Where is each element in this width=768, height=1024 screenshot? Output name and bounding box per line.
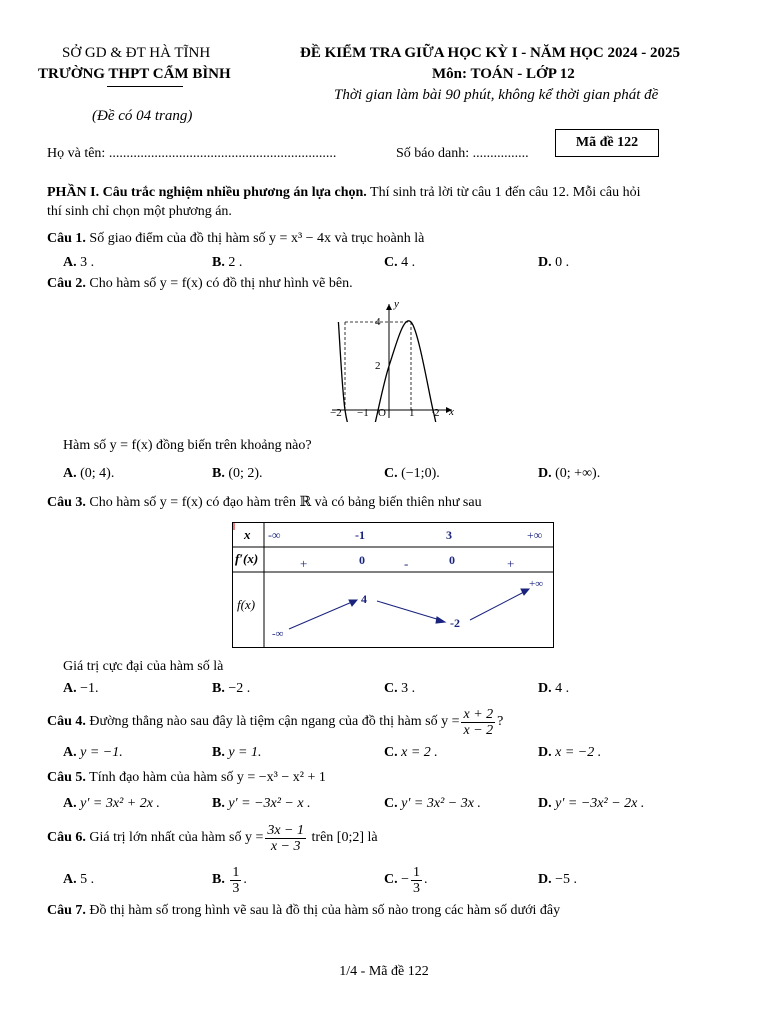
option-text: −2 . — [228, 681, 251, 696]
f-value-pos-inf: +∞ — [529, 578, 544, 590]
option-letter: B. — [212, 681, 225, 696]
q3-option-d[interactable] — [538, 681, 569, 697]
option-letter: B. — [212, 466, 225, 481]
q1-option-c[interactable] — [384, 255, 415, 271]
option-letter: C. — [384, 255, 398, 270]
fraction-numerator: 1 — [413, 864, 421, 880]
school-name: TRƯỜNG THPT CẨM BÌNH — [38, 66, 231, 82]
option-text: x = −2 . — [555, 745, 602, 760]
question-7-text: Đồ thị hàm số trong hình vẽ sau là đồ thị của hàm số nào trong các hàm số dưới đây — [89, 903, 561, 918]
x-value-neg-inf: -∞ — [268, 528, 281, 542]
decrease-arrow — [377, 601, 440, 620]
exam-subject: Môn: TOÁN - LỚP 12 — [432, 66, 575, 82]
row-fprime-label: f′(x) — [235, 551, 259, 566]
q4-option-a[interactable] — [63, 745, 123, 761]
q1-option-b[interactable] — [212, 255, 242, 271]
q5-option-c[interactable] — [384, 796, 481, 812]
q1-option-d[interactable] — [538, 255, 569, 271]
option-letter: A. — [63, 466, 77, 481]
q5-option-a[interactable] — [63, 796, 160, 812]
origin-label: O — [378, 407, 386, 419]
option-text: y′ = −3x² − 2x . — [555, 796, 645, 811]
option-text: (−1;0). — [401, 466, 440, 481]
row-f-label: f(x) — [237, 597, 256, 612]
fraction-denominator: x − 3 — [270, 838, 301, 854]
fprime-zero-1: 0 — [359, 553, 365, 567]
q6-option-b[interactable]: B. $\frac{1}{3}$ . — [212, 864, 247, 896]
school-underline — [107, 86, 183, 87]
option-letter: C. — [384, 745, 398, 760]
question-4-fraction — [461, 707, 495, 738]
graph-curve — [338, 321, 437, 422]
option-text: 0 . — [555, 255, 570, 270]
q6-option-a[interactable] — [63, 862, 94, 898]
option-letter: B. — [212, 872, 225, 887]
question-2-label: Câu 2. — [47, 276, 86, 291]
part1-title: PHẦN I. Câu trắc nghiệm nhiều phương án lựa chọn. — [47, 185, 367, 200]
question-7-label: Câu 7. — [47, 903, 86, 918]
graph-axes — [332, 304, 452, 418]
fraction-denominator: 3 — [413, 880, 421, 896]
option-letter: A. — [63, 872, 77, 887]
question-1 — [47, 231, 424, 247]
q2-option-a[interactable] — [63, 466, 114, 482]
option-letter: D. — [538, 745, 552, 760]
y-axis-arrow — [386, 304, 392, 310]
x-value-minus1: -1 — [355, 528, 365, 542]
exam-code-box: Mã đề 122 — [555, 129, 659, 157]
question-6 — [47, 819, 378, 857]
question-4-text: Đường thẳng nào sau đây là tiệm cận ngang của đồ thị hàm số y = — [89, 714, 460, 729]
q6-option-d[interactable] — [538, 862, 577, 898]
question-3-sub: Giá trị cực đại của hàm số là — [63, 659, 224, 674]
option-letter: D. — [538, 255, 552, 270]
option-text: y′ = 3x² + 2x . — [80, 796, 160, 811]
question-2 — [47, 276, 353, 292]
x-tick-1: 1 — [409, 407, 415, 419]
question-5-text: Tính đạo hàm của hàm số y = −x³ − x² + 1 — [89, 770, 326, 785]
option-text: 5 . — [80, 872, 95, 887]
option-letter: D. — [538, 681, 552, 696]
option-letter: B. — [212, 745, 225, 760]
question-6-text: Giá trị lớn nhất của hàm số y = — [89, 830, 264, 845]
option-letter: C. — [384, 796, 398, 811]
exam-title: ĐỀ KIỂM TRA GIỮA HỌC KỲ I - NĂM HỌC 2024 - 2025 — [300, 45, 681, 61]
fraction-numerator: x + 2 — [463, 706, 494, 722]
increase-arrow-2-head — [521, 589, 529, 595]
y-axis-label: y — [394, 298, 399, 310]
x-tick-minus1: −1 — [357, 407, 369, 419]
option-text: (0; 2). — [228, 466, 263, 481]
option-text: 2 . — [228, 255, 243, 270]
option-text: (0; 4). — [80, 466, 115, 481]
y-tick-4: 4 — [375, 316, 381, 328]
q3-option-b[interactable] — [212, 681, 250, 697]
option-text: y′ = −3x² − x . — [228, 796, 311, 811]
option-letter: D. — [538, 872, 552, 887]
option-letter: C. — [384, 872, 398, 887]
option-letter: D. — [538, 796, 552, 811]
question-4-tail: ? — [497, 714, 504, 729]
q4-option-d[interactable] — [538, 745, 601, 761]
question-7 — [47, 903, 560, 919]
option-text: (0; +∞). — [555, 466, 601, 481]
fraction-numerator: 1 — [232, 864, 240, 880]
x-tick-minus2: −2 — [330, 407, 342, 419]
question-6-label: Câu 6. — [47, 830, 86, 845]
x-tick-2: 2 — [434, 407, 440, 419]
option-text: y = −1. — [80, 745, 123, 760]
option-letter: B. — [212, 255, 225, 270]
page-footer: 1/4 - Mã đề 122 — [339, 964, 429, 979]
student-name-line: Họ và tên: ................................................................. — [47, 146, 337, 161]
option-text: 3 . — [80, 255, 95, 270]
f-value-min: -2 — [450, 616, 460, 630]
part1-desc-2: thí sinh chỉ chọn một phương án. — [47, 204, 232, 219]
question-5 — [47, 770, 326, 786]
question-1-label: Câu 1. — [47, 231, 86, 246]
fprime-sign-2: - — [404, 556, 409, 571]
increase-arrow-2 — [470, 592, 524, 620]
option-letter: D. — [538, 466, 552, 481]
option-text: −1. — [80, 681, 99, 696]
variation-table — [232, 522, 554, 648]
row-x-label: x — [244, 527, 251, 542]
question-4 — [47, 704, 503, 740]
option-letter: A. — [63, 796, 77, 811]
x-value-3: 3 — [446, 528, 452, 542]
increase-arrow-1 — [289, 602, 352, 629]
option-letter: A. — [63, 681, 77, 696]
option-text: 4 . — [401, 255, 416, 270]
option-fraction — [411, 865, 422, 896]
option-fraction — [230, 865, 241, 896]
x-value-pos-inf: +∞ — [527, 528, 543, 542]
part1-heading — [47, 185, 640, 201]
q3-option-c[interactable] — [384, 681, 415, 697]
question-1-text: Số giao điểm của đồ thị hàm số y = x³ − 4x và trục hoành là — [89, 231, 425, 246]
option-letter: A. — [63, 255, 77, 270]
increase-arrow-1-head — [349, 600, 357, 606]
option-letter: C. — [384, 681, 398, 696]
q5-option-d[interactable] — [538, 796, 644, 812]
option-text: x = 2 . — [401, 745, 438, 760]
option-letter: C. — [384, 466, 398, 481]
option-letter: B. — [212, 796, 225, 811]
x-axis-label: x — [449, 406, 454, 418]
pages-note: (Đề có 04 trang) — [92, 108, 193, 124]
question-4-label: Câu 4. — [47, 714, 86, 729]
part1-desc: Thí sinh trả lời từ câu 1 đến câu 12. Mỗi câu hỏi — [366, 185, 641, 200]
question-2-text: Cho hàm số y = f(x) có đồ thị như hình vẽ bên. — [89, 276, 353, 291]
question-3-label: Câu 3. — [47, 495, 86, 510]
fraction-numerator: 3x − 1 — [267, 822, 305, 838]
question-3 — [47, 494, 482, 511]
student-number-line: Số báo danh: ................ — [396, 146, 529, 161]
exam-time: Thời gian làm bài 90 phút, không kể thời gian phát đề — [334, 87, 659, 103]
y-tick-2: 2 — [375, 360, 381, 372]
question-3-text: Cho hàm số y = f(x) có đạo hàm trên ℝ và có bảng biến thiên như sau — [89, 495, 482, 510]
f-value-neg-inf: -∞ — [272, 628, 284, 640]
q3-option-a[interactable] — [63, 681, 99, 697]
question-6-fraction — [265, 823, 306, 854]
option-letter: A. — [63, 745, 77, 760]
question-6-tail: trên [0;2] là — [311, 830, 378, 845]
q5-option-b[interactable] — [212, 796, 311, 812]
option-text: 4 . — [555, 681, 570, 696]
fraction-denominator: x − 2 — [463, 722, 494, 738]
q1-option-a[interactable] — [63, 255, 94, 271]
f-value-max: 4 — [361, 592, 367, 606]
q2-option-c[interactable] — [384, 466, 440, 482]
function-graph — [322, 298, 462, 422]
option-text: 3 . — [401, 681, 416, 696]
fprime-zero-2: 0 — [449, 553, 455, 567]
q2-option-b[interactable] — [212, 466, 263, 482]
fprime-sign-1: + — [300, 556, 308, 571]
q2-option-d[interactable] — [538, 466, 600, 482]
q4-option-c[interactable] — [384, 745, 438, 761]
fprime-sign-3: + — [507, 556, 515, 571]
question-5-label: Câu 5. — [47, 770, 86, 785]
option-text: y′ = 3x² − 3x . — [401, 796, 481, 811]
department-name: SỞ GD & ĐT HÀ TĨNH — [62, 45, 211, 61]
fraction-denominator: 3 — [232, 880, 240, 896]
option-text: y = 1. — [228, 745, 262, 760]
q4-option-b[interactable] — [212, 745, 262, 761]
option-text: −5 . — [555, 872, 578, 887]
decrease-arrow-head — [436, 617, 445, 623]
q6-option-c[interactable]: C. − $\frac{1}{3}$ . — [384, 864, 428, 896]
question-2-sub: Hàm số y = f(x) đồng biến trên khoảng nào? — [63, 438, 312, 453]
option-sign: − — [401, 872, 410, 887]
